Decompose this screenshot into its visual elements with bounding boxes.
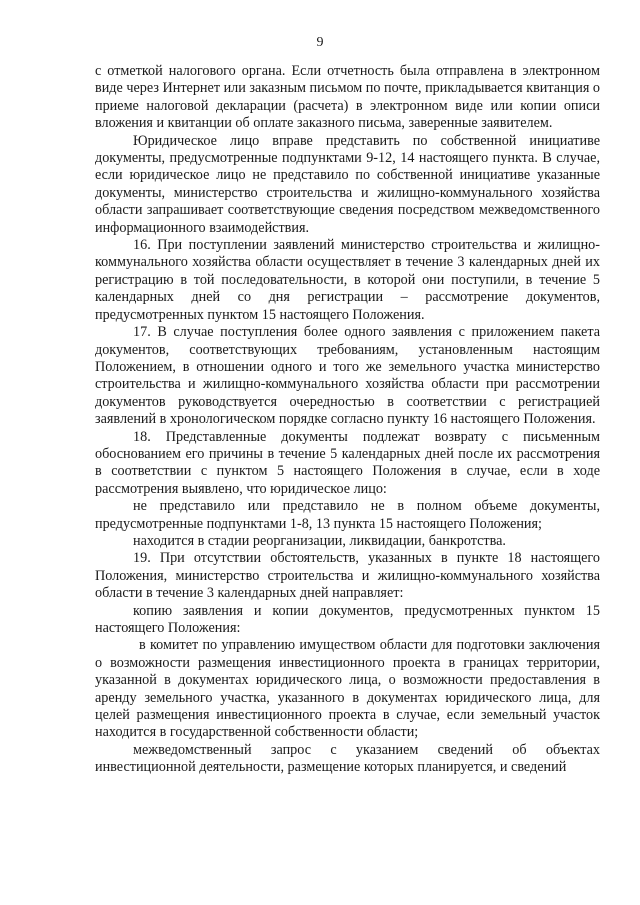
paragraph: межведомственный запрос с указанием сведений об объектах инвестиционной деятельности, размещение которых планируется, и сведений: [95, 741, 600, 776]
paragraph: не представило или представило не в полном объеме документы, предусмотренные подпунктами 1-8, 13 пункта 15 настоящего Положения;: [95, 498, 600, 532]
paragraph-item-17: 17. В случае поступления более одного заявления с приложением пакета документов, соответствующих требованиям, установленным настоящим Положением, в отношении одного и того же земельного участка министерство строительства и жилищно-коммунального хозяйства области при рассмотрении документов руководствуется очередностью в соответствии с регистрацией заявлений в хронологическом порядке согласно пункту 16 настоящего Положения.: [95, 324, 600, 428]
paragraph: в комитет по управлению имуществом области для подготовки заключения о возможности размещения инвестиционного проекта в границах территории, указанной в документах юридического лица, о возможности предоставления в аренду земельного участка, указанного в документах юридического лица, для целей размещения инвестиционного проекта в случае, если земельный участок находится в государственной собственности области;: [95, 637, 600, 741]
page-body: [95, 63, 600, 777]
paragraph-item-18: 18. Представленные документы подлежат возврату с письменным обоснованием его причины в течение 5 календарных дней после их рассмотрения в соответствии с пунктом 5 настоящего Положения в случае, если в ходе рассмотрения выявлено, что юридическое лицо:: [95, 428, 600, 497]
paragraph: копию заявления и копии документов, предусмотренных пунктом 15 настоящего Положения:: [95, 602, 600, 636]
paragraph: Юридическое лицо вправе представить по собственной инициативе документы, предусмотренные подпунктами 9-12, 14 настоящего пункта. В случае, если юридическое лицо не представило по собственной инициативе указанные документы, министерство строительства и жилищно-коммунального хозяйства области запрашивает соответствующие сведения посредством межведомственного информационного взаимодействия.: [95, 132, 600, 236]
paragraph-item-19: 19. При отсутствии обстоятельств, указанных в пункте 18 настоящего Положения, министерство строительства и жилищно-коммунального хозяйства области в течение 3 календарных дней направляет:: [95, 550, 600, 602]
paragraph: находится в стадии реорганизации, ликвидации, банкротства.: [133, 532, 506, 549]
paragraph-item-16: 16. При поступлении заявлений министерство строительства и жилищно-коммунального хозяйства области осуществляет в течение 3 календарных дней их регистрацию в той последовательности, в которой они поступили, в течение 5 календарных дней со дня регистрации – рассмотрение документов, предусмотренных пунктом 15 настоящего Положения.: [95, 237, 600, 323]
paragraph: с отметкой налогового органа. Если отчетность была отправлена в электронном виде через Интернет или заказным письмом по почте, прикладывается квитанция о приеме налоговой декларации (расчета) в электронном виде или копии описи вложения и квитанции об оплате заказного письма, заверенные заявителем.: [95, 63, 601, 132]
page-number: 9: [316, 35, 324, 50]
